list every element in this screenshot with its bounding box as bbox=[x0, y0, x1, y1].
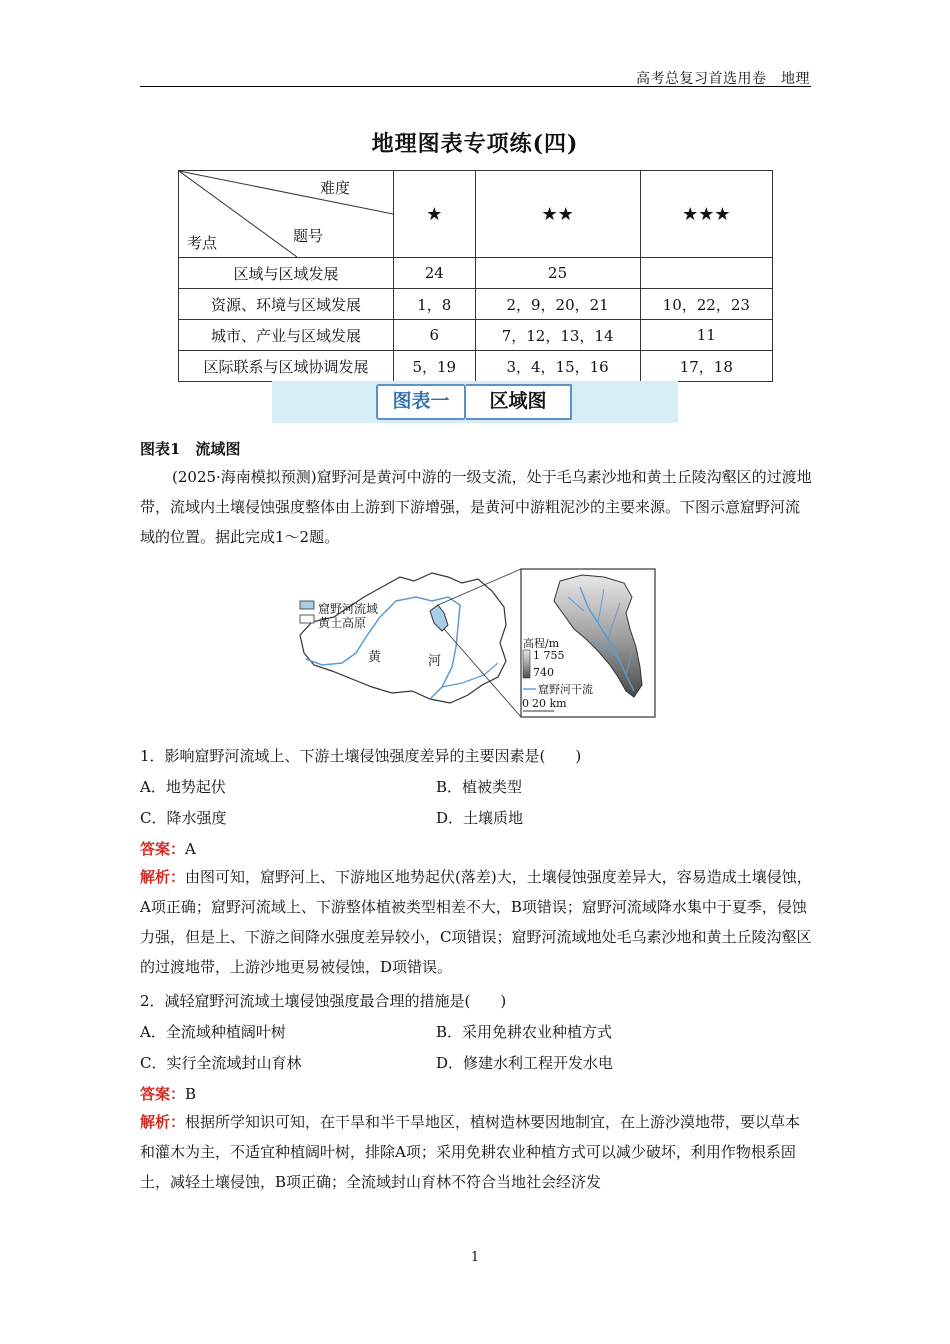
legend-plateau-swatch bbox=[300, 615, 314, 623]
table-row bbox=[179, 289, 773, 320]
q1-analysis bbox=[140, 862, 812, 982]
answer-value: A bbox=[185, 840, 196, 858]
corner-label-topic: 考点 bbox=[187, 234, 218, 252]
table-cell: 3，4，15，16 bbox=[475, 351, 640, 382]
answer-label: 答案： bbox=[140, 840, 186, 858]
table-row bbox=[179, 351, 773, 382]
river-label-2: 河 bbox=[428, 654, 442, 669]
intro-paragraph: (2025·海南模拟预测)窟野河是黄河中游的一级支流，处于毛乌素沙地和黄土丘陵沟壑区的过渡地带，流域内土壤侵蚀强度整体由上游到下游增强，是黄河中游粗泥沙的主要来源。下图示意窟野河流域的位置。据此完成1～2题。 bbox=[140, 468, 812, 546]
q1-answer bbox=[140, 838, 196, 859]
legend-basin-label: 窟野河流域 bbox=[318, 602, 379, 616]
answer-value: B bbox=[185, 1085, 197, 1103]
table-cell: 25 bbox=[475, 258, 640, 289]
table-row bbox=[179, 258, 773, 289]
loess-plateau-outline bbox=[300, 573, 506, 703]
topic-cell: 区域与区域发展 bbox=[179, 258, 394, 289]
table-cell: 2，9，20，21 bbox=[475, 289, 640, 320]
table-cell: 6 bbox=[394, 320, 476, 351]
table-cell: 24 bbox=[394, 258, 476, 289]
q2-answer bbox=[140, 1083, 196, 1104]
table-corner-cell bbox=[179, 171, 394, 258]
table-cell: 11 bbox=[640, 320, 772, 351]
table-cell: 10，22，23 bbox=[640, 289, 772, 320]
table-cell: 5，19 bbox=[394, 351, 476, 382]
section-heading: 图表1 流域图 bbox=[140, 440, 241, 458]
banner-label-chart: 图表一 bbox=[376, 384, 466, 420]
q2-option-a: A．全流域种植阔叶树 bbox=[140, 1023, 286, 1041]
elevation-title: 高程/m bbox=[523, 637, 560, 650]
elevation-high: 1 755 bbox=[533, 649, 565, 662]
legend-plateau-label: 黄土高原 bbox=[318, 616, 367, 630]
scale-zero: 0 bbox=[522, 697, 529, 710]
question-1-stem: 1．影响窟野河流域上、下游土壤侵蚀强度差异的主要因素是( ) bbox=[140, 747, 582, 765]
difficulty-header-1: ★ bbox=[394, 171, 476, 258]
q2-analysis bbox=[140, 1107, 812, 1197]
basin-location-map bbox=[292, 567, 656, 719]
analysis-text: 根据所学知识可知，在干旱和半干旱地区，植树造林要因地制宜，在上游沙漠地带，要以草本和灌木为主，不适宜种植阔叶树，排除A项；采用免耕农业种植方式可以减少破坏，利用作物根系固土，减轻土壤侵蚀，B项正确；全流域封山育林不符合当地社会经济发 bbox=[140, 1113, 801, 1191]
page-title: 地理图表专项练(四) bbox=[371, 131, 579, 157]
mainstream-legend-label: 窟野河干流 bbox=[538, 683, 593, 696]
answer-label: 答案： bbox=[140, 1085, 186, 1103]
question-2-stem: 2．减轻窟野河流域土壤侵蚀强度最合理的措施是( ) bbox=[140, 992, 507, 1010]
difficulty-header-3: ★★★ bbox=[640, 171, 772, 258]
scale-label: 20 km bbox=[532, 697, 567, 710]
difficulty-header-2: ★★ bbox=[475, 171, 640, 258]
river-label-1: 黄 bbox=[368, 650, 382, 665]
table-cell: 7，12，13，14 bbox=[475, 320, 640, 351]
q1-option-c: C．降水强度 bbox=[140, 809, 227, 827]
q1-option-d: D．土壤质地 bbox=[436, 809, 524, 827]
q2-option-d: D．修建水利工程开发水电 bbox=[436, 1054, 614, 1072]
elevation-low: 740 bbox=[533, 666, 554, 679]
header-divider bbox=[140, 86, 811, 87]
analysis-text: 由图可知，窟野河上、下游地区地势起伏(落差)大，土壤侵蚀强度差异大，容易造成土壤侵蚀，A项正确；窟野河流域上、下游整体植被类型相差不大，B项错误；窟野河流域降水集中于夏季，侵蚀力强，但是上、下游之间降水强度差异较小，C项错误；窟野河流域地处毛乌素沙地和黄土丘陵沟壑区的过渡地带，上游沙地更易被侵蚀，D项错误。 bbox=[140, 868, 812, 976]
running-header: 高考总复习首选用卷 地理 bbox=[636, 71, 810, 87]
banner-label-region-map: 区域图 bbox=[466, 384, 572, 420]
q1-option-a: A．地势起伏 bbox=[140, 778, 226, 796]
difficulty-table bbox=[178, 170, 773, 382]
topic-cell: 资源、环境与区域发展 bbox=[179, 289, 394, 320]
map-figure bbox=[292, 567, 656, 719]
table-cell: 17，18 bbox=[640, 351, 772, 382]
q2-option-b: B．采用免耕农业种植方式 bbox=[436, 1023, 613, 1041]
q2-option-c: C．实行全流域封山育林 bbox=[140, 1054, 302, 1072]
topic-cell: 城市、产业与区域发展 bbox=[179, 320, 394, 351]
table-cell: 1，8 bbox=[394, 289, 476, 320]
legend-basin-swatch bbox=[300, 601, 314, 609]
analysis-label: 解析： bbox=[140, 868, 186, 886]
corner-label-question-no: 题号 bbox=[293, 227, 324, 245]
topic-cell: 区际联系与区域协调发展 bbox=[179, 351, 394, 382]
analysis-label: 解析： bbox=[140, 1113, 186, 1131]
elevation-bar bbox=[523, 650, 530, 678]
page-number: 1 bbox=[470, 1250, 480, 1265]
table-row bbox=[179, 320, 773, 351]
table-header-row bbox=[179, 171, 773, 258]
corner-label-difficulty: 难度 bbox=[320, 179, 351, 197]
table-cell bbox=[640, 258, 772, 289]
q1-option-b: B．植被类型 bbox=[436, 778, 523, 796]
